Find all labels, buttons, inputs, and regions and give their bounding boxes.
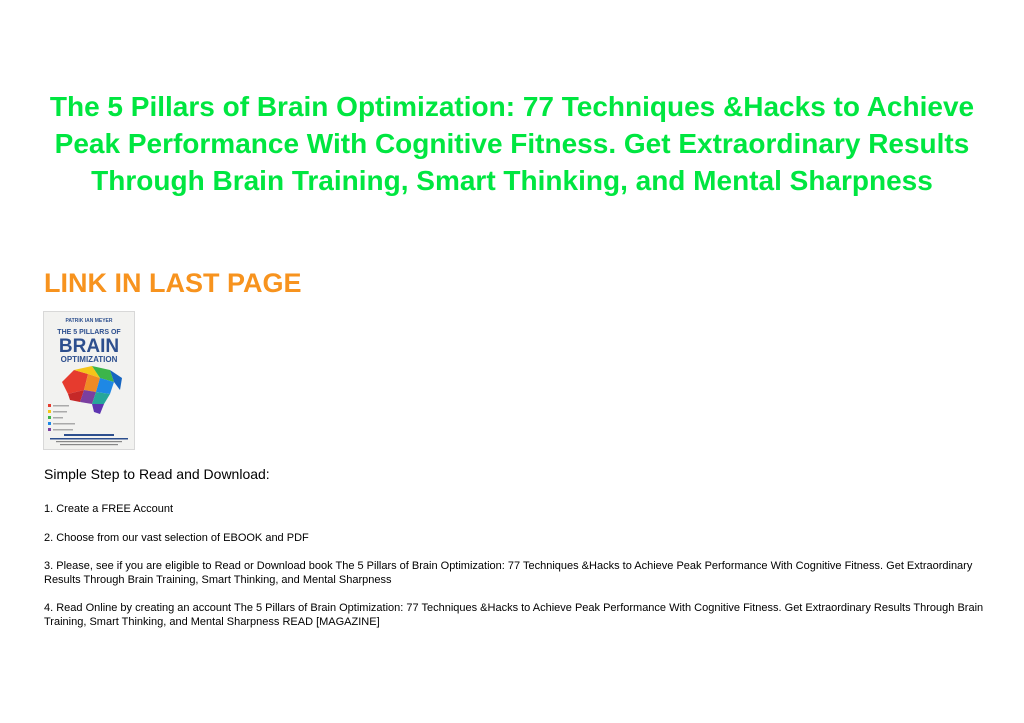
cover-line3: OPTIMIZATION — [60, 355, 118, 364]
document-title: The 5 Pillars of Brain Optimization: 77 Techniques &Hacks to Achieve Peak Performance With Cognitive Fitness. Get Extraordinary Results Through Brain Training, Smart Thinking, and Mental Sharpness — [49, 91, 975, 196]
book-cover-image — [43, 311, 135, 450]
step-2: 2. Choose from our vast selection of EBOOK and PDF — [44, 532, 309, 544]
cover-line1: THE 5 PILLARS OF — [57, 329, 121, 336]
step-1: 1. Create a FREE Account — [44, 503, 174, 515]
cover-footer-text — [50, 434, 128, 445]
instructions-intro: Simple Step to Read and Download: — [44, 466, 270, 482]
cover-legend — [48, 404, 75, 431]
step-4: 4. Read Online by creating an account The 5 Pillars of Brain Optimization: 77 Techniques &Hacks to Achieve Peak Performance With Cognitive Fitness. Get Extraordinary Results Through Brain Training, Smart Thinking, and Mental Sharpness READ [MAGAZINE] — [44, 602, 984, 628]
book-cover-art — [44, 312, 134, 449]
link-in-last-page-heading[interactable]: LINK IN LAST PAGE — [44, 268, 302, 298]
brain-illustration — [62, 366, 122, 414]
cover-line2: BRAIN — [58, 336, 120, 357]
cover-author: PATRIK IAN MEYER — [65, 318, 113, 324]
step-3: 3. Please, see if you are eligible to Read or Download book The 5 Pillars of Brain Optimization: 77 Techniques &Hacks to Achieve Peak Performance With Cognitive Fitness. Get Extraordinary Results Through Brain Training, Smart Thinking, and Mental Sharpness — [44, 560, 973, 586]
